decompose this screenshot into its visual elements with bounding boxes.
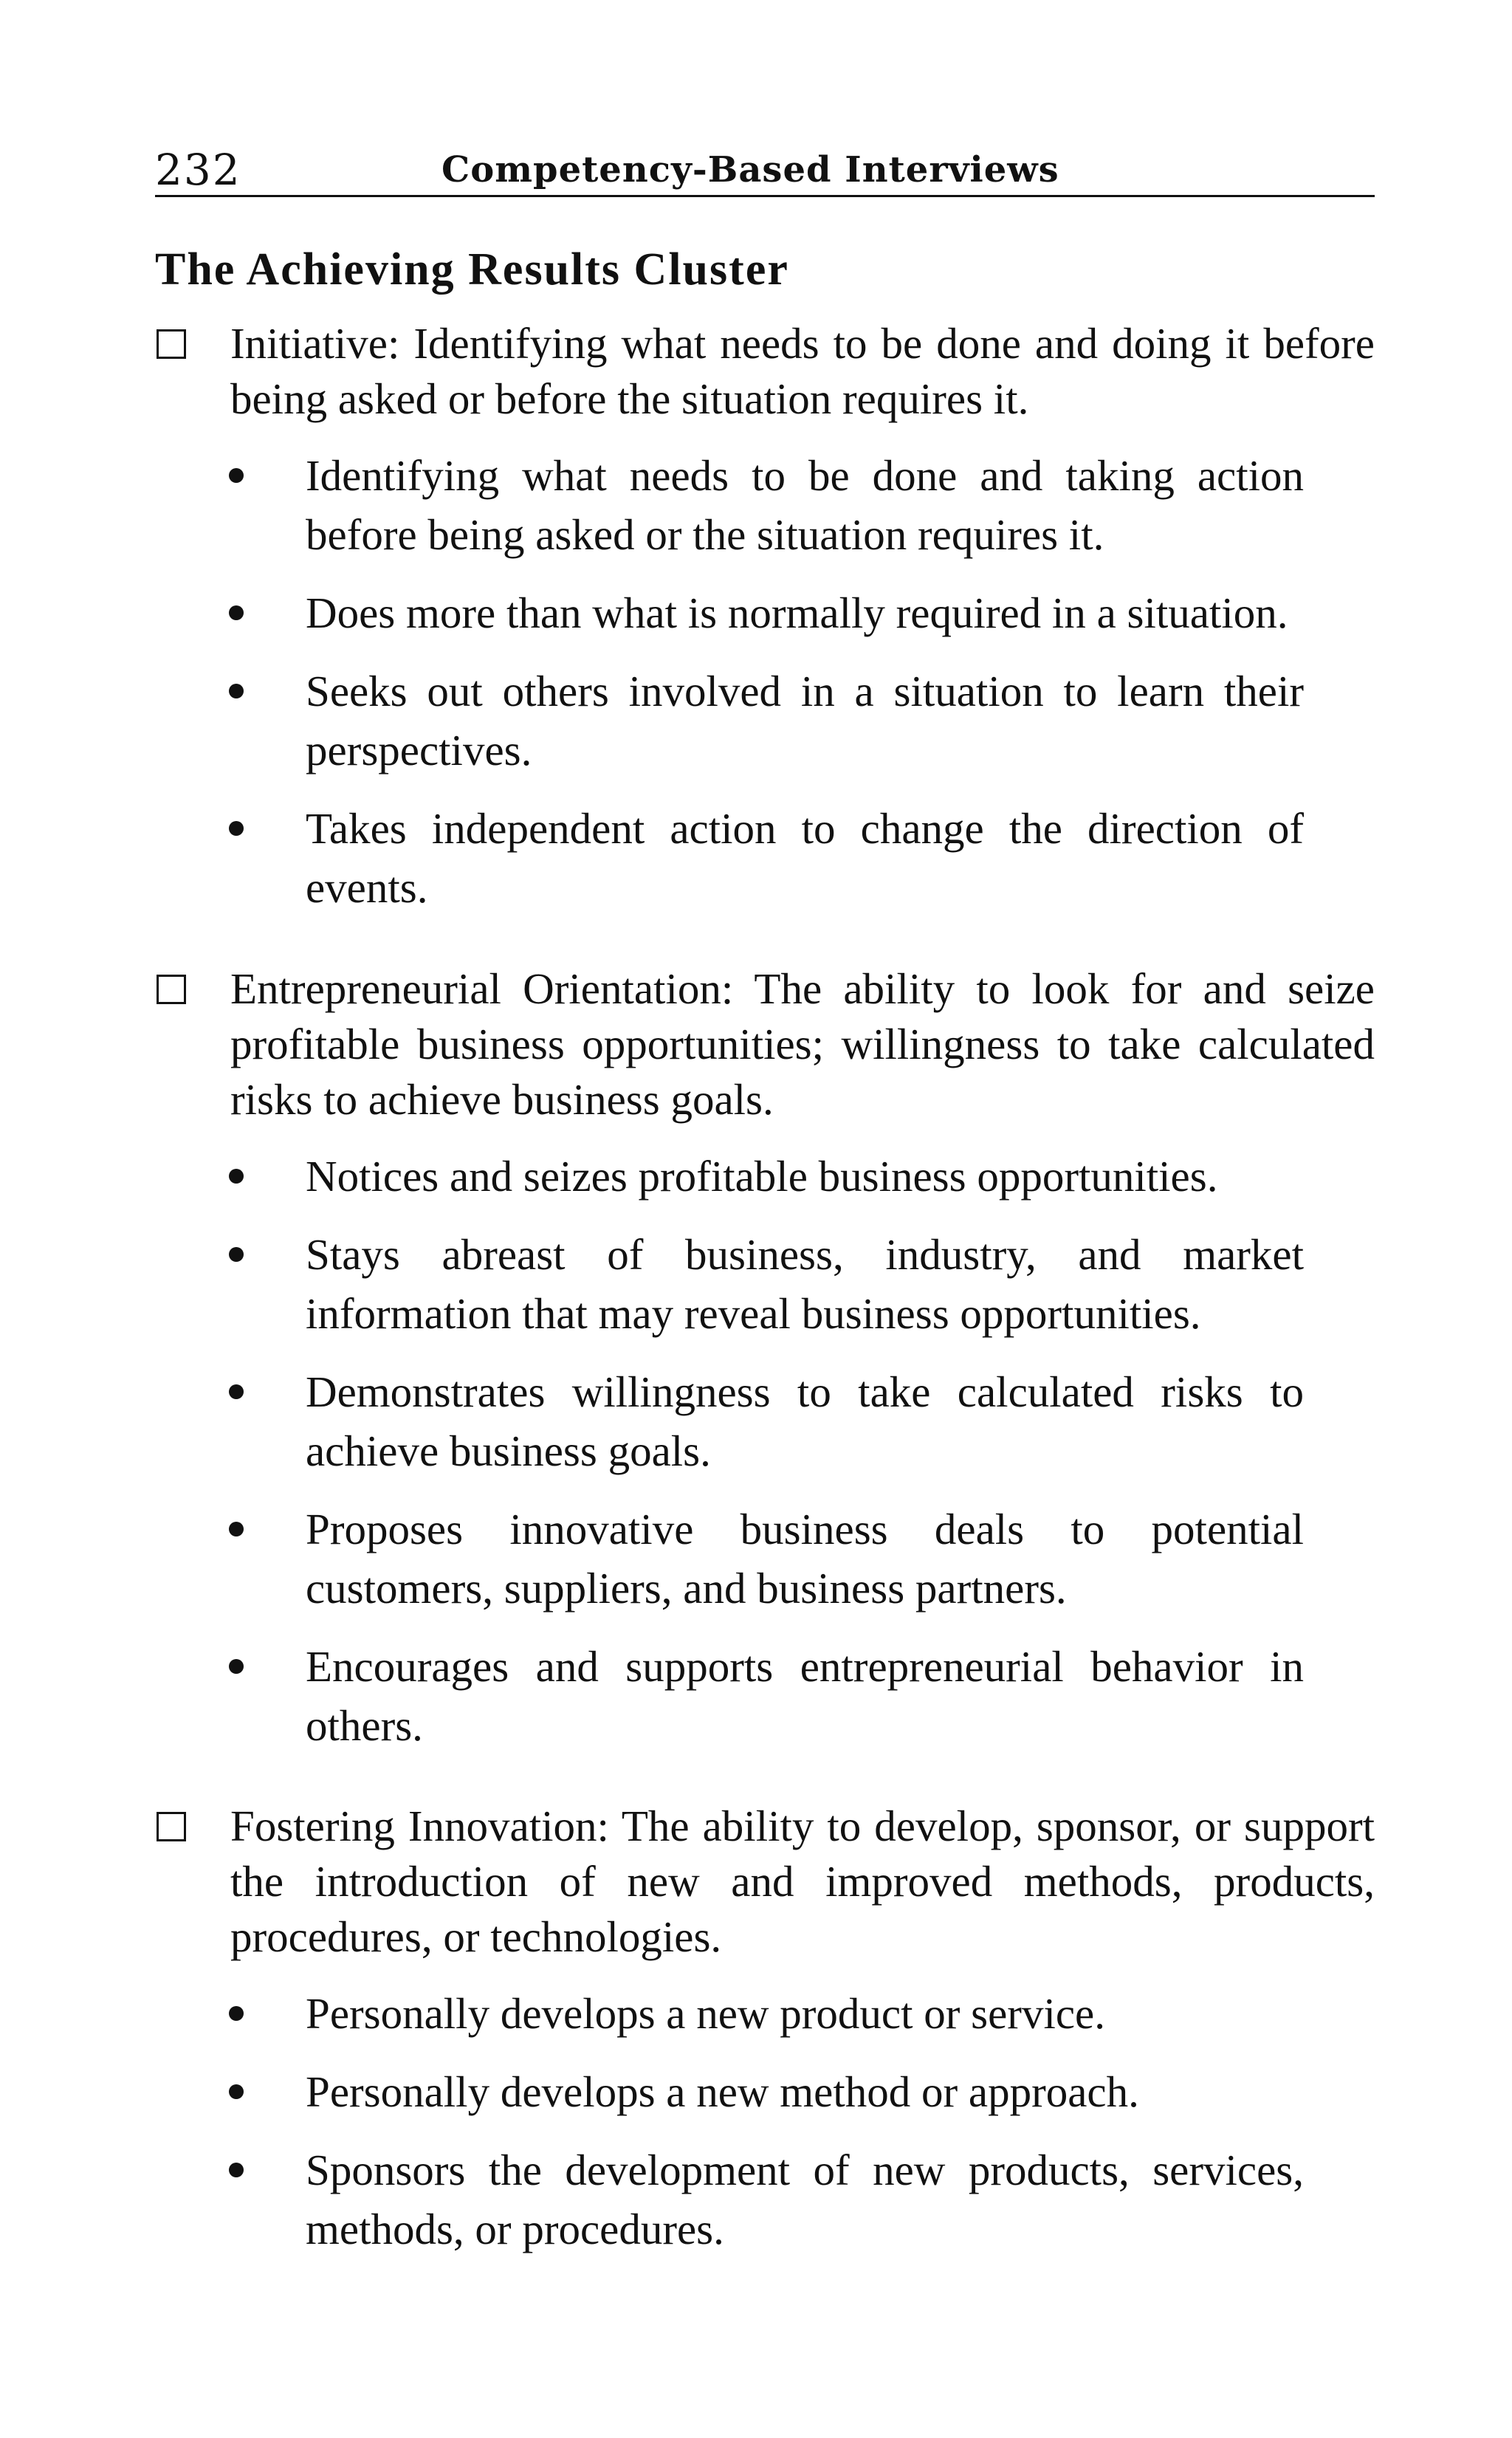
competency-definition — [155, 961, 1375, 1127]
competency-entrepreneurial-orientation — [155, 961, 1375, 1755]
checkbox-icon — [157, 329, 186, 359]
behavior-text: Identifying what needs to be done and taking action before being asked or the situation requires it. — [306, 451, 1304, 559]
bullet-icon — [229, 605, 244, 620]
bullet-icon — [229, 2163, 244, 2177]
running-title: Competency-Based Interviews — [441, 149, 1059, 190]
behavior-text: Sponsors the development of new products, services, methods, or procedures. — [306, 2146, 1304, 2253]
behavior-text: Seeks out others involved in a situation to learn their perspectives. — [306, 667, 1304, 775]
behavior-item — [155, 1225, 1375, 1343]
behavior-text: Notices and seizes profitable business opportunities. — [306, 1152, 1218, 1201]
behavior-item — [155, 1500, 1375, 1618]
behavior-item — [155, 583, 1375, 642]
behavior-text: Encourages and supports entrepreneurial behavior in others. — [306, 1642, 1304, 1750]
bullet-icon — [229, 468, 244, 483]
behavior-item — [155, 799, 1375, 917]
behavior-text: Proposes innovative business deals to potential customers, suppliers, and business partners. — [306, 1505, 1304, 1613]
section-heading: The Achieving Results Cluster — [155, 244, 789, 295]
behavior-item — [155, 2062, 1375, 2121]
bullet-icon — [229, 1169, 244, 1184]
competency-definition-text: Initiative: Identifying what needs to be done and doing it before being asked or before the situation requires it. — [230, 319, 1375, 423]
behavior-text: Does more than what is normally required in a situation. — [306, 588, 1288, 637]
bullet-icon — [229, 2084, 244, 2099]
bullet-icon — [229, 1659, 244, 1674]
behavior-text: Demonstrates willingness to take calculated risks to achieve business goals. — [306, 1367, 1304, 1475]
bullet-icon — [229, 1384, 244, 1399]
page-number: 232 — [155, 145, 241, 195]
competency-initiative — [155, 316, 1375, 917]
behavior-item — [155, 1984, 1375, 2043]
bullet-icon — [229, 821, 244, 836]
competency-definition — [155, 1799, 1375, 1965]
competency-fostering-innovation — [155, 1799, 1375, 2259]
bullet-icon — [229, 1522, 244, 1536]
behavior-text: Takes independent action to change the direction of events. — [306, 804, 1304, 912]
behavior-list — [155, 1984, 1375, 2259]
behavior-item — [155, 446, 1375, 564]
competency-definition-text: Entrepreneurial Orientation: The ability to look for and seize profitable business opportunities; willingness to take calculated risks to achieve business goals. — [230, 964, 1375, 1124]
behavior-item — [155, 662, 1375, 780]
behavior-item — [155, 2140, 1375, 2259]
competency-definition — [155, 316, 1375, 427]
bullet-icon — [229, 2006, 244, 2021]
behavior-text: Stays abreast of business, industry, and market information that may reveal business opportunities. — [306, 1230, 1304, 1338]
checkbox-icon — [157, 1812, 186, 1841]
behavior-list — [155, 446, 1375, 917]
bullet-icon — [229, 1247, 244, 1262]
behavior-item — [155, 1147, 1375, 1206]
behavior-text: Personally develops a new product or service. — [306, 1989, 1105, 2038]
behavior-list — [155, 1147, 1375, 1755]
behavior-text: Personally develops a new method or approach. — [306, 2067, 1139, 2116]
behavior-item — [155, 1637, 1375, 1755]
competency-definition-text: Fostering Innovation: The ability to develop, sponsor, or support the introduction of new and improved methods, products, procedures, or technologies. — [230, 1802, 1375, 1961]
behavior-item — [155, 1362, 1375, 1480]
checkbox-icon — [157, 975, 186, 1004]
bullet-icon — [229, 684, 244, 698]
running-head — [155, 139, 1375, 197]
